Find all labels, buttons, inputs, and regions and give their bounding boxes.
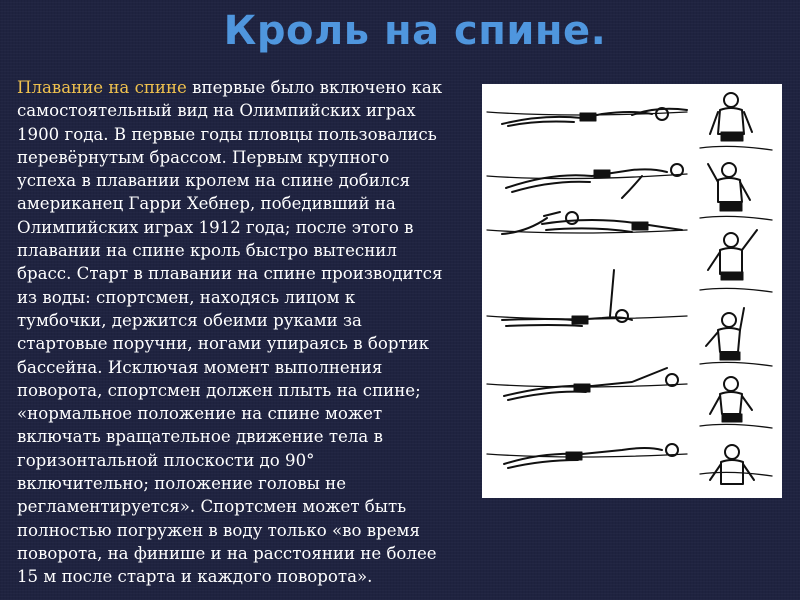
lead-phrase: Плавание на спине [17,78,187,97]
swimmer-front-view-4 [700,308,772,366]
slide-title: Кроль на спине. [223,8,607,54]
swimmer-side-view-3 [487,212,687,234]
swimmer-front-view-5 [700,377,772,428]
swimmer-side-view-6 [487,444,687,468]
swimmer-front-view-1 [700,93,772,150]
swimmer-phases-drawing [482,84,782,498]
backstroke-illustration [482,84,782,498]
body-paragraph [17,76,477,589]
swimmer-side-view-4 [487,270,687,326]
swimmer-side-view-5 [487,368,687,400]
swimmer-front-view-6 [700,445,772,484]
swimmer-front-view-3 [700,230,772,292]
swimmer-side-view-1 [487,108,687,126]
paragraph-text: впервые было включено как самостоятельный вид на Олимпийских играх 1900 года. В первые годы пловцы пользовались перевёрнутым брассом. Первым крупного успеха в плавании кролем на спине добился американец Гарри Хебнер, победивший на Олимпийских играх 1912 года; после этого в плавании на спине кроль быстро вытеснил брасс. Старт в плавании на спине производится из воды: спортсмен, находясь лицом к тумбочки, держится обеими руками за стартовые поручни, ногами упираясь в бортик бассейна. Исключая момент выполнения поворота, спортсмен должен плыть на спине; «нормальное положение на спине может включать вращательное движение тела в горизонтальной плоскости до 90° включительно; положение головы не регламентируется». Спортсмен может быть полностью погружен в воду только «во время поворота, на финише и на расстоянии не более 15 м после старта и каждого поворота». [17,78,443,587]
swimmer-side-view-2 [487,164,687,198]
swimmer-front-view-2 [700,163,772,220]
